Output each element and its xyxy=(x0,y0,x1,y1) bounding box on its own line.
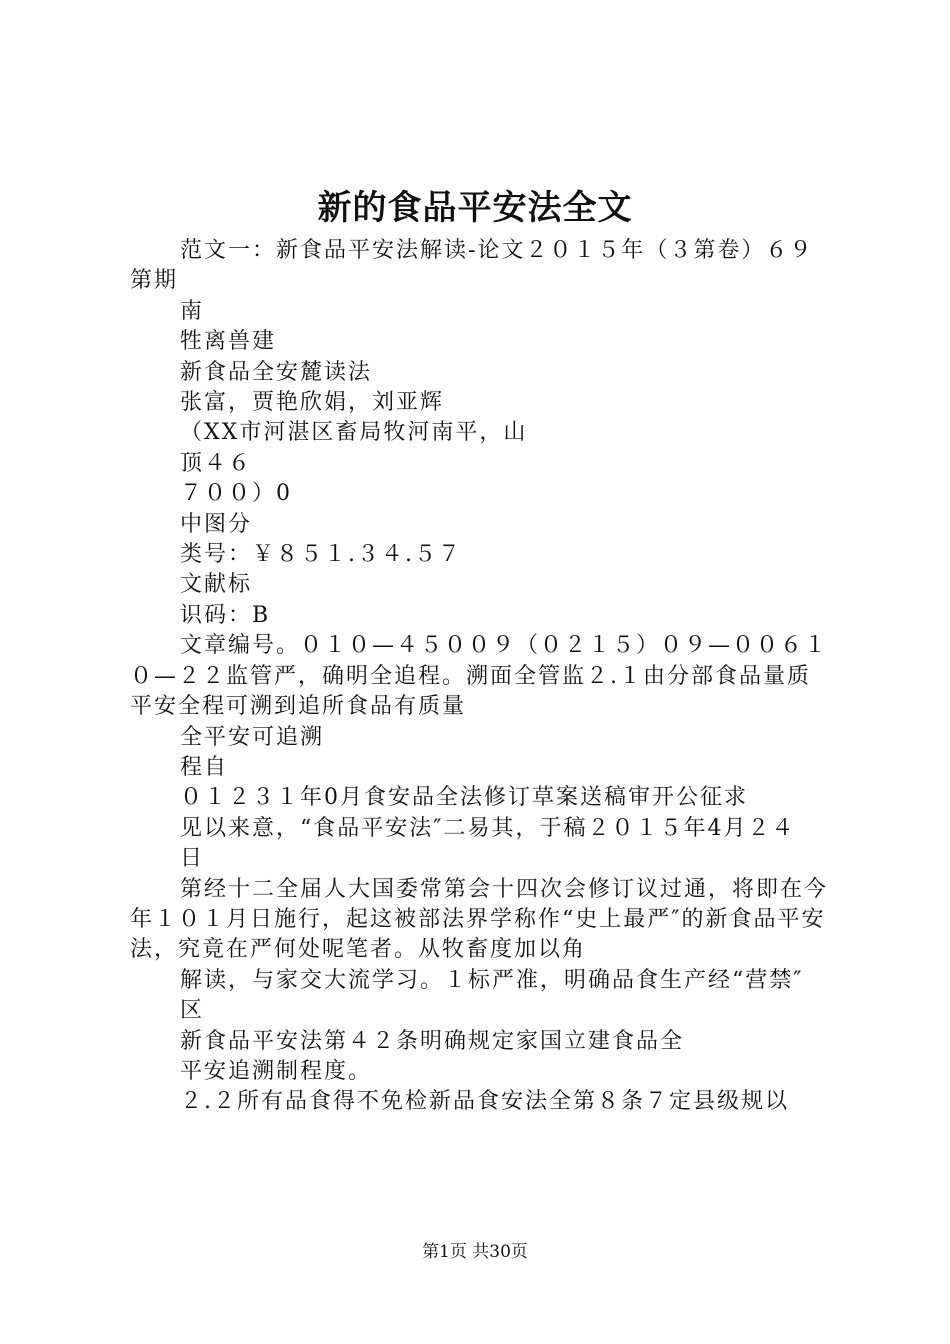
paragraph: ０１２３１年0月食安品全法修订草案送稿审开公征求 xyxy=(180,785,748,811)
paragraph: 范文一：新食品平安法解读-论文２０１５年（３第卷）６９第期 xyxy=(130,238,814,294)
paragraph: 程自 xyxy=(180,754,229,780)
paragraph: 新食品平安法第４２条明确规定家国立建食品全 xyxy=(180,1028,685,1054)
paragraph: 解读，与家交大流学习。１标严准，明确品食生产经“营禁″ xyxy=(180,967,804,993)
page-number-footer: 第1页 共30页 xyxy=(422,1242,528,1262)
paragraph: 中图分 xyxy=(180,511,253,537)
paragraph: 新食品全安麓读法 xyxy=(180,359,373,385)
paragraph: 日 xyxy=(180,846,205,872)
paragraph: 文献标 xyxy=(180,572,253,598)
paragraph: 平安追溯制程度。 xyxy=(180,1058,373,1084)
paragraph: 张富，贾艳欣娟，刘亚辉 xyxy=(180,390,445,416)
paragraph: 全平安可追溯 xyxy=(180,724,325,750)
paragraph: （XX市河湛区畜局牧河南平，山 xyxy=(180,420,528,446)
paragraph: 南 xyxy=(180,298,205,324)
paragraph: 类号：￥８５１.３４.５７ xyxy=(180,542,462,568)
paragraph: 区 xyxy=(180,998,205,1024)
paragraph: 顶４６ xyxy=(180,450,253,476)
paragraph: ７００）0 xyxy=(180,481,292,507)
paragraph: 牲离兽建 xyxy=(180,329,277,355)
paragraph: 文章编号。０１０—４５００９（０２１５）０９—００６１０—２２监管严，确明全追程。溯面全管监２.１由分部食品量质平安全程可溯到追所食品有质量 xyxy=(130,633,829,720)
paragraph: ２.２所有品食得不免检新品食安法全第８条７定县级规以 xyxy=(180,1089,789,1115)
paragraph: 第经十二全届人大国委常第会十四次会修订议过通，将即在今年１０１月日施行，起这被部法界学称作“史上最严″的新食品平安法，究竟在严何处呢笔者。从牧畜度加以角 xyxy=(130,876,829,963)
paragraph: 识码：B xyxy=(180,602,271,628)
document-body xyxy=(130,236,830,1118)
paragraph: 见以来意，“食品平安法″二易其，于稿２０１５年4月２４ xyxy=(180,815,796,841)
document-title: 新的食品平安法全文 xyxy=(317,188,633,228)
